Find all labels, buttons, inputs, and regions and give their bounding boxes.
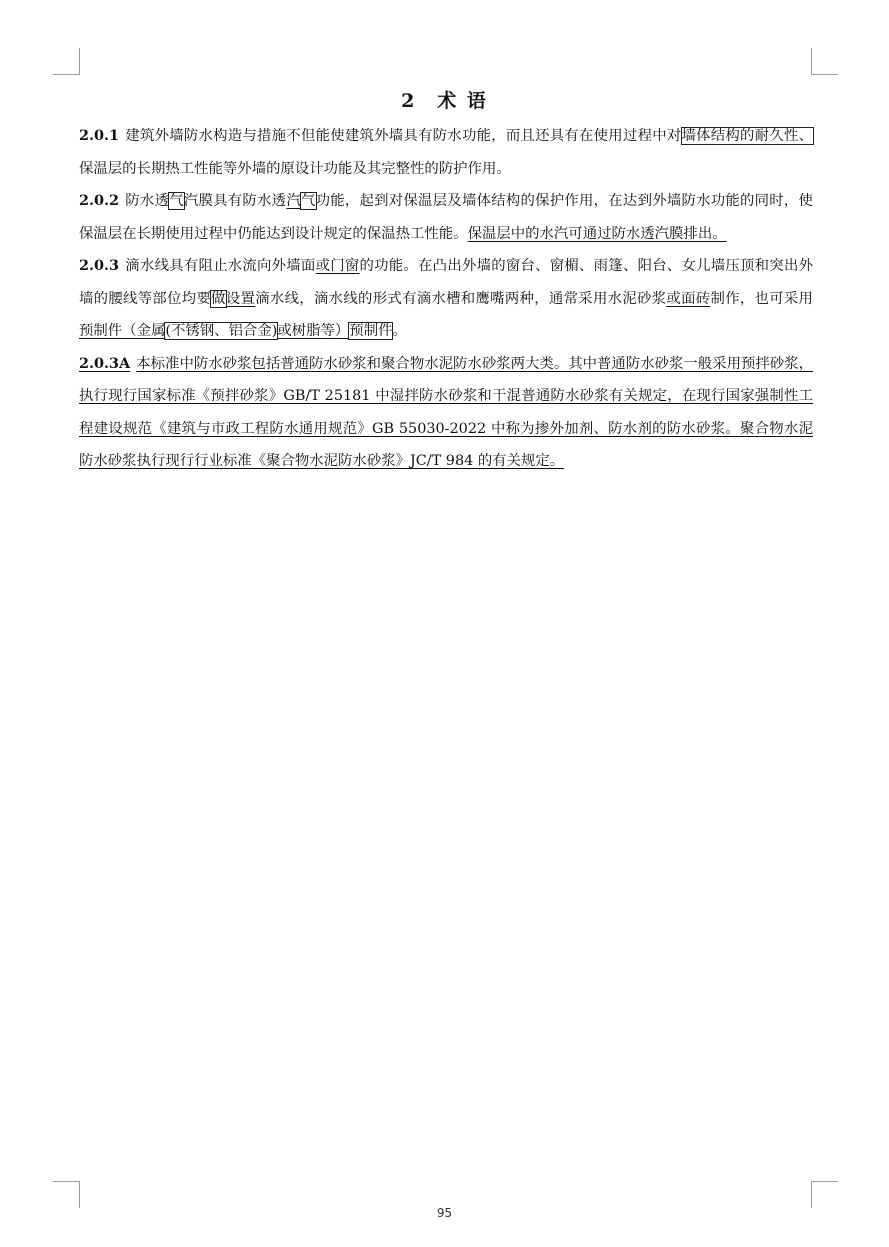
clause-text: 防水透 — [125, 193, 170, 209]
page-title: 2 术 语 — [401, 90, 488, 112]
boxed-deletion: 气 — [300, 193, 316, 209]
crop-mark-bottom-left — [53, 1181, 80, 1208]
clause-text: 功能，起到对保温层及墙体结构的保护作用，在达到外墙防水功能的同时，使保温层在长期使用过程中仍能达到设计规定的保温热工性能。 — [79, 193, 813, 242]
underlined-insertion: 设置 — [225, 290, 256, 307]
clause-text: 汽膜具有防水透 — [183, 193, 287, 209]
boxed-deletion: (不锈钢、铝合金) — [165, 323, 278, 339]
underlined-insertion: 或门窗 — [315, 258, 360, 274]
crop-mark-top-left — [53, 48, 80, 75]
crop-mark-top-right — [811, 48, 838, 75]
clause-text: 保温层的长期热工性能等外墙的原设计功能及其完整性的防护作用。 — [79, 160, 511, 177]
underlined-insertion: 保温层中的水汽可通过防水透汽膜排出。 — [467, 225, 727, 242]
clause-number: 2.0.3A — [79, 354, 131, 372]
underlined-insertion: 或树脂等） — [277, 323, 350, 339]
boxed-deletion: 做 — [211, 290, 226, 307]
boxed-deletion: 墙体结构的耐久性、 — [681, 128, 813, 144]
clause-text: 建筑外墙防水构造与措施不但能使建筑外墙具有防水功能，而且还具有在使用过程中对 — [125, 128, 682, 144]
clause-2-0-2 — [79, 185, 813, 250]
clause-number: 2.0.1 — [79, 127, 120, 144]
underlined-insertion: 汽 — [286, 193, 301, 209]
clause-number: 2.0.2 — [79, 192, 120, 209]
underlined-insertion: 或面砖 — [666, 290, 711, 307]
boxed-deletion: 气 — [169, 193, 184, 209]
underlined-insertion: 预制件（金属 — [79, 323, 166, 339]
clause-2-0-3 — [79, 250, 813, 348]
clause-2-0-3a — [79, 348, 813, 478]
clause-text: 滴水线具有阻止水流向外墙面 — [125, 258, 316, 274]
page-number: 95 — [436, 1206, 453, 1220]
clause-number: 2.0.3 — [79, 257, 120, 274]
clause-text: 。 — [392, 323, 407, 339]
clause-text: 滴水线，滴水线的形式有滴水槽和鹰嘴两种，通常采用水泥砂浆 — [255, 290, 667, 307]
document-body — [79, 120, 813, 478]
clause-text: 制作，也可采用 — [710, 290, 813, 307]
crop-mark-bottom-right — [811, 1181, 838, 1208]
boxed-deletion: 预制件 — [349, 323, 393, 339]
clause-text: 的功能。在凸出外墙的窗台、窗楣、雨篷、阳台、女儿墙压顶和突出外墙的腰线等部位均要 — [79, 258, 813, 307]
clause-2-0-1 — [79, 120, 813, 185]
clause-text: 本标准中防水砂浆包括普通防水砂浆和聚合物水泥防水砂浆两大类。其中普通防水砂浆一般采用预拌砂浆，执行现行国家标准《预拌砂浆》GB/T 25181 中湿拌防水砂浆和干混普通防水砂浆有关规定，在现行国家强制性工程建设规范《建筑与市政工程防水通用规范》GB 55030-2022 中称为掺外加剂、防水剂的防水砂浆。聚合物水泥防水砂浆执行现行行业标准《聚合物水泥防水砂浆》JC/T 984 的有关规定。 — [79, 355, 813, 469]
